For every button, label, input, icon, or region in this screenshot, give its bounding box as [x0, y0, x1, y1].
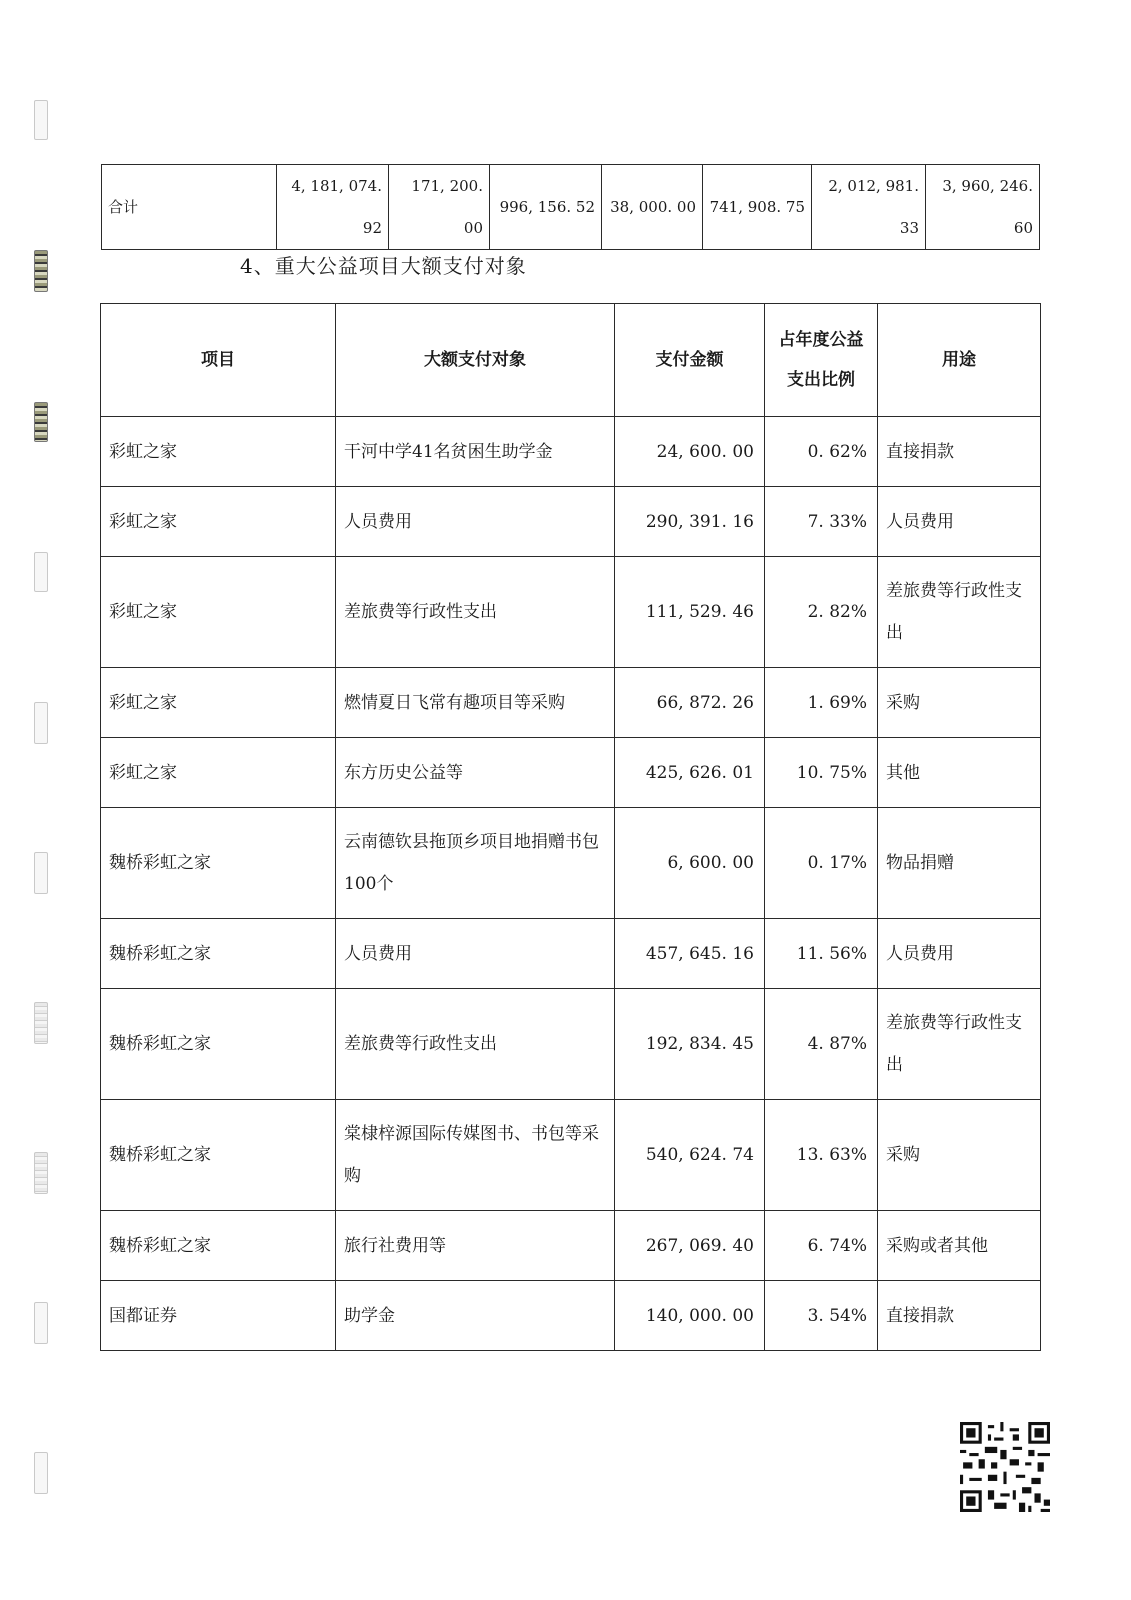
cell-project: 魏桥彩虹之家: [101, 919, 336, 989]
cell-amount: 425, 626. 01: [615, 738, 765, 808]
cell-amount: 140, 000. 00: [615, 1281, 765, 1351]
cell-project: 彩虹之家: [101, 738, 336, 808]
cell-target: 棠棣梓源国际传媒图书、书包等采购: [336, 1100, 615, 1211]
large-payment-table: [100, 303, 1041, 1351]
table-row: [101, 668, 1041, 738]
summary-row: [102, 165, 1040, 250]
header-use: 用途: [878, 304, 1041, 417]
table-row: [101, 989, 1041, 1100]
cell-amount: 6, 600. 00: [615, 808, 765, 919]
cell-use: 物品捐赠: [878, 808, 1041, 919]
table-row: [101, 417, 1041, 487]
table-row: [101, 1211, 1041, 1281]
cell-target: 燃情夏日飞常有趣项目等采购: [336, 668, 615, 738]
binding-mark: [34, 1302, 48, 1344]
table-row: [101, 487, 1041, 557]
cell-ratio: 10. 75%: [765, 738, 878, 808]
binding-mark: [34, 100, 48, 140]
cell-target: 人员费用: [336, 919, 615, 989]
header-target: 大额支付对象: [336, 304, 615, 417]
table-row: [101, 1281, 1041, 1351]
cell-ratio: 2. 82%: [765, 557, 878, 668]
binding-mark: [34, 1152, 48, 1194]
cell-use: 采购: [878, 668, 1041, 738]
binding-mark: [34, 402, 48, 442]
header-ratio-line: 占年度公益: [778, 330, 864, 350]
cell-target: 干河中学41名贫困生助学金: [336, 417, 615, 487]
summary-value: 38, 000. 00: [602, 165, 703, 250]
cell-use: 直接捐款: [878, 1281, 1041, 1351]
binding-mark: [34, 250, 48, 292]
header-ratio-line: 支出比例: [787, 370, 855, 390]
cell-use: 其他: [878, 738, 1041, 808]
cell-ratio: 6. 74%: [765, 1211, 878, 1281]
cell-project: 彩虹之家: [101, 487, 336, 557]
cell-target: 差旅费等行政性支出: [336, 989, 615, 1100]
summary-table: [101, 164, 1040, 250]
cell-ratio: 1. 69%: [765, 668, 878, 738]
cell-amount: 24, 600. 00: [615, 417, 765, 487]
cell-use: 差旅费等行政性支出: [878, 557, 1041, 668]
binding-mark: [34, 702, 48, 744]
header-ratio: [765, 304, 878, 417]
table-header-row: [101, 304, 1041, 417]
cell-target: 旅行社费用等: [336, 1211, 615, 1281]
cell-project: 魏桥彩虹之家: [101, 989, 336, 1100]
cell-project: 魏桥彩虹之家: [101, 1211, 336, 1281]
cell-amount: 290, 391. 16: [615, 487, 765, 557]
cell-amount: 192, 834. 45: [615, 989, 765, 1100]
cell-target: 东方历史公益等: [336, 738, 615, 808]
table-row: [101, 919, 1041, 989]
cell-target: 助学金: [336, 1281, 615, 1351]
cell-amount: 66, 872. 26: [615, 668, 765, 738]
binding-mark: [34, 1002, 48, 1044]
cell-ratio: 7. 33%: [765, 487, 878, 557]
binding-mark: [34, 552, 48, 592]
cell-project: 彩虹之家: [101, 668, 336, 738]
cell-amount: 457, 645. 16: [615, 919, 765, 989]
table-row: [101, 557, 1041, 668]
qr-code-icon: [960, 1422, 1050, 1512]
cell-ratio: 11. 56%: [765, 919, 878, 989]
cell-ratio: 0. 62%: [765, 417, 878, 487]
cell-project: 魏桥彩虹之家: [101, 1100, 336, 1211]
cell-project: 国都证券: [101, 1281, 336, 1351]
cell-ratio: 0. 17%: [765, 808, 878, 919]
cell-use: 采购或者其他: [878, 1211, 1041, 1281]
summary-label: 合计: [102, 165, 277, 250]
cell-ratio: 4. 87%: [765, 989, 878, 1100]
cell-use: 人员费用: [878, 487, 1041, 557]
cell-project: 彩虹之家: [101, 417, 336, 487]
summary-value: 171, 200. 00: [389, 165, 490, 250]
cell-amount: 111, 529. 46: [615, 557, 765, 668]
cell-ratio: 3. 54%: [765, 1281, 878, 1351]
cell-amount: 540, 624. 74: [615, 1100, 765, 1211]
cell-use: 采购: [878, 1100, 1041, 1211]
cell-use: 人员费用: [878, 919, 1041, 989]
summary-value: 741, 908. 75: [703, 165, 812, 250]
table-row: [101, 808, 1041, 919]
cell-use: 差旅费等行政性支出: [878, 989, 1041, 1100]
summary-value: 2, 012, 981. 33: [812, 165, 926, 250]
cell-ratio: 13. 63%: [765, 1100, 878, 1211]
header-amount: 支付金额: [615, 304, 765, 417]
header-project: 项目: [101, 304, 336, 417]
cell-project: 魏桥彩虹之家: [101, 808, 336, 919]
cell-amount: 267, 069. 40: [615, 1211, 765, 1281]
binding-marks: [34, 0, 48, 1600]
cell-target: 差旅费等行政性支出: [336, 557, 615, 668]
table-row: [101, 1100, 1041, 1211]
cell-target: 人员费用: [336, 487, 615, 557]
section-title: 4、重大公益项目大额支付对象: [240, 254, 527, 278]
binding-mark: [34, 852, 48, 894]
summary-value: 996, 156. 52: [490, 165, 602, 250]
binding-mark: [34, 1452, 48, 1494]
cell-use: 直接捐款: [878, 417, 1041, 487]
summary-value: 4, 181, 074. 92: [277, 165, 389, 250]
table-row: [101, 738, 1041, 808]
cell-project: 彩虹之家: [101, 557, 336, 668]
cell-target: 云南德钦县拖顶乡项目地捐赠书包100个: [336, 808, 615, 919]
summary-value: 3, 960, 246. 60: [926, 165, 1040, 250]
